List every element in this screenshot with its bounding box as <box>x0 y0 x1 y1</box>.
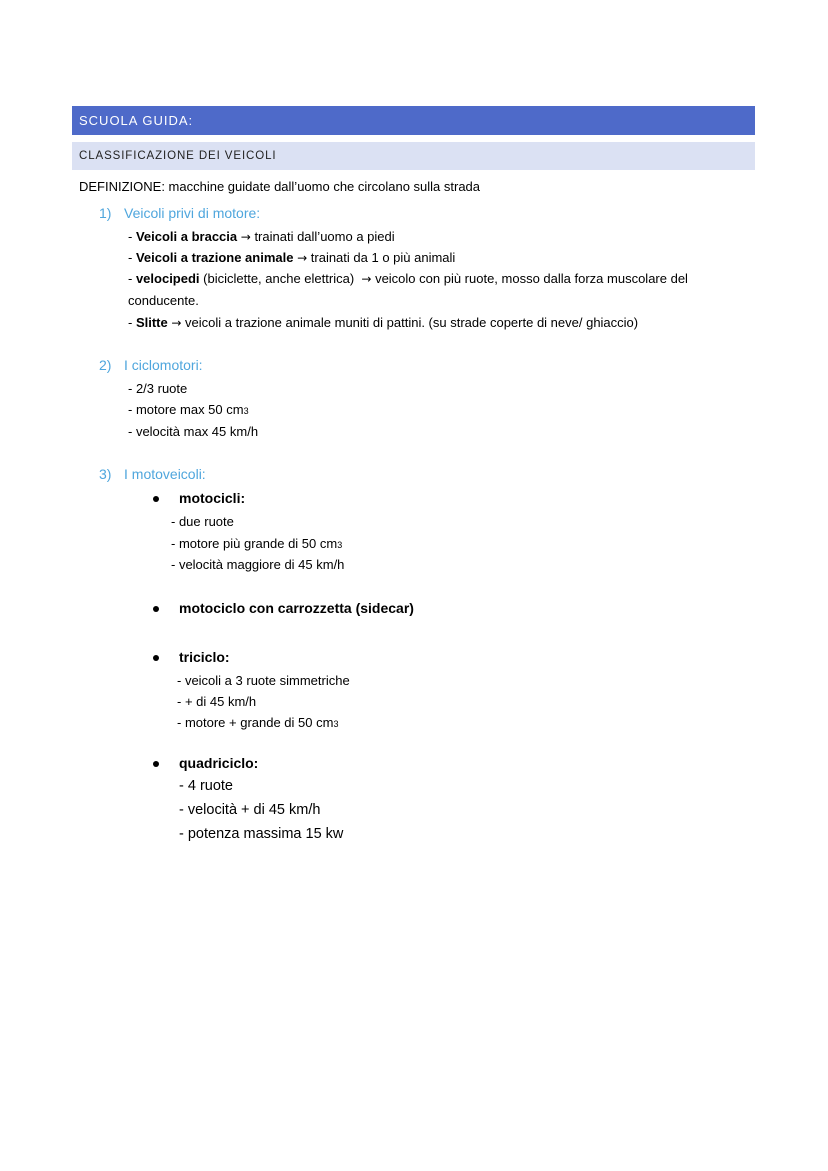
subtitle-banner <box>72 142 755 170</box>
list-item: - veicoli a 3 ruote simmetriche <box>177 673 350 688</box>
bullet-icon <box>153 606 159 612</box>
section-3-number: 3) <box>99 466 112 482</box>
list-item: - 2/3 ruote <box>128 381 188 396</box>
page-title: SCUOLA GUIDA: <box>79 113 194 128</box>
section-3-title: I motoveicoli: <box>124 466 206 482</box>
group-title: triciclo: <box>179 649 230 665</box>
arrow-right-icon: → <box>361 272 372 286</box>
list-item: - Veicoli a braccia → trainati dall’uomo a piedi <box>128 229 395 244</box>
list-item: - potenza massima 15 kw <box>179 826 344 842</box>
section-2-title: I ciclomotori: <box>124 357 203 373</box>
bullet-icon <box>153 655 159 661</box>
list-item: - motore + grande di 50 cm3 <box>177 715 339 730</box>
list-item: - motore più grande di 50 cm3 <box>171 536 343 551</box>
list-item: - velocità + di 45 km/h <box>179 802 321 818</box>
title-banner <box>72 106 755 135</box>
list-item: - Veicoli a trazione animale → trainati da 1 o più animali <box>128 250 456 265</box>
bullet-icon <box>153 496 159 502</box>
section-1-title: Veicoli privi di motore: <box>124 205 261 221</box>
group-title: motocicli: <box>179 490 246 506</box>
page-subtitle: CLASSIFICAZIONE DEI VEICOLI <box>79 150 277 162</box>
definition-text: DEFINIZIONE: macchine guidate dall’uomo che circolano sulla strada <box>79 179 481 194</box>
list-item: - due ruote <box>171 514 234 529</box>
arrow-right-icon: → <box>171 316 182 330</box>
bullet-icon <box>153 761 159 767</box>
list-item-continuation: conducente. <box>128 293 199 308</box>
arrow-right-icon: → <box>240 230 251 244</box>
group-title: motociclo con carrozzetta (sidecar) <box>179 600 414 616</box>
group-title: quadriciclo: <box>179 755 259 771</box>
list-item: - + di 45 km/h <box>177 694 257 709</box>
list-item: - motore max 50 cm3 <box>128 402 249 417</box>
section-1-number: 1) <box>99 205 112 221</box>
list-item: - 4 ruote <box>179 778 233 794</box>
list-item: - Slitte → veicoli a trazione animale muniti di pattini. (su strade coperte di neve/ ghiaccio) <box>128 315 639 330</box>
section-2-number: 2) <box>99 357 112 373</box>
list-item: - velocità maggiore di 45 km/h <box>171 557 345 572</box>
arrow-right-icon: → <box>297 251 308 265</box>
list-item: - velocipedi (biciclette, anche elettrica) → veicolo con più ruote, mosso dalla forza muscolare del <box>128 271 688 286</box>
list-item: - velocità max 45 km/h <box>128 424 259 439</box>
